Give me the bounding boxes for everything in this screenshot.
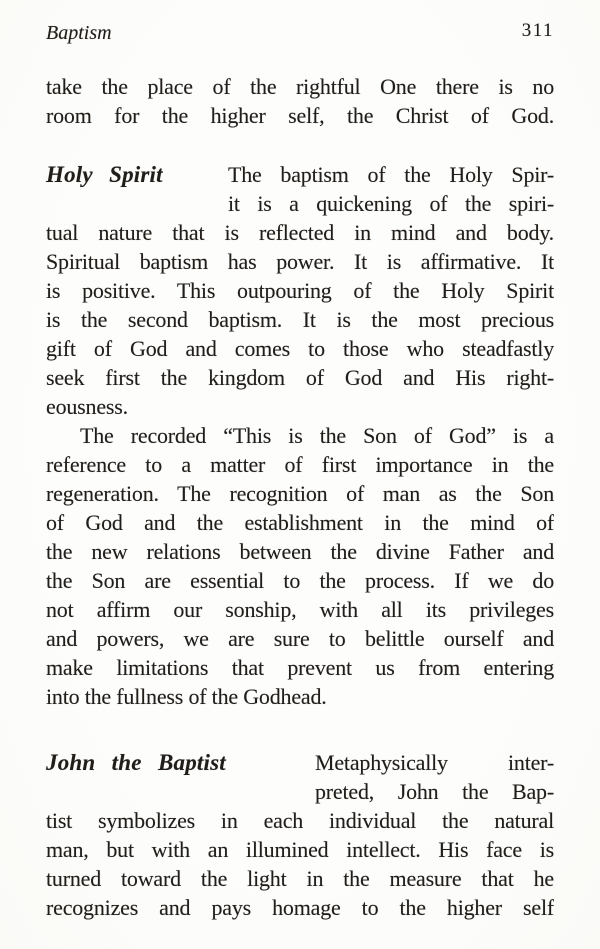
text-line: preted, John the Bap- [315, 779, 554, 804]
text-line: into the fullness of the Godhead. [46, 684, 327, 709]
text-line: The recorded “This is the Son of God” is a [80, 423, 554, 448]
text-line: is positive. This outpouring of the Holy Spirit [46, 278, 554, 303]
text-line: the new relations between the divine Father and [46, 539, 554, 564]
text-line: the Son are essential to the process. If we do [46, 568, 554, 593]
text-line: regeneration. The recognition of man as the Son [46, 481, 554, 506]
text-line: Spiritual baptism has power. It is affirmative. It [46, 249, 554, 274]
text-line: take the place of the rightful One there is no [46, 74, 554, 99]
text-line: tist symbolizes in each individual the natural [46, 808, 554, 833]
text-line: turned toward the light in the measure that he [46, 866, 554, 891]
text-line: Metaphysically inter- [315, 750, 554, 775]
text-line: make limitations that prevent us from entering [46, 655, 554, 680]
text-line: eousness. [46, 394, 128, 419]
entry-term-holy-spirit: Holy Spirit [46, 162, 163, 187]
text-line: not affirm our sonship, with all its privileges [46, 597, 554, 622]
text-line: reference to a matter of first importance in the [46, 452, 554, 477]
text-line: The baptism of the Holy Spir- [228, 162, 554, 187]
continuation-paragraph [46, 72, 554, 130]
page-number: 311 [521, 20, 554, 41]
running-title: Baptism [46, 22, 112, 44]
page-header [46, 20, 554, 46]
text-line: recognizes and pays homage to the higher self [46, 895, 554, 920]
text-line: it is a quickening of the spiri- [228, 191, 554, 216]
text-line: tual nature that is reflected in mind and body. [46, 220, 554, 245]
entry-holy-spirit [46, 160, 554, 711]
text-line: room for the higher self, the Christ of God. [46, 103, 554, 128]
text-line: is the second baptism. It is the most precious [46, 307, 554, 332]
text-line: seek first the kingdom of God and His right- [46, 365, 554, 390]
entry-john-the-baptist [46, 748, 554, 922]
text-line: of God and the establishment in the mind of [46, 510, 554, 535]
entry-term-john-the-baptist: John the Baptist [46, 750, 226, 775]
text-line: and powers, we are sure to belittle ourself and [46, 626, 554, 651]
text-line: gift of God and comes to those who steadfastly [46, 336, 554, 361]
text-line: man, but with an illumined intellect. His face is [46, 837, 554, 862]
